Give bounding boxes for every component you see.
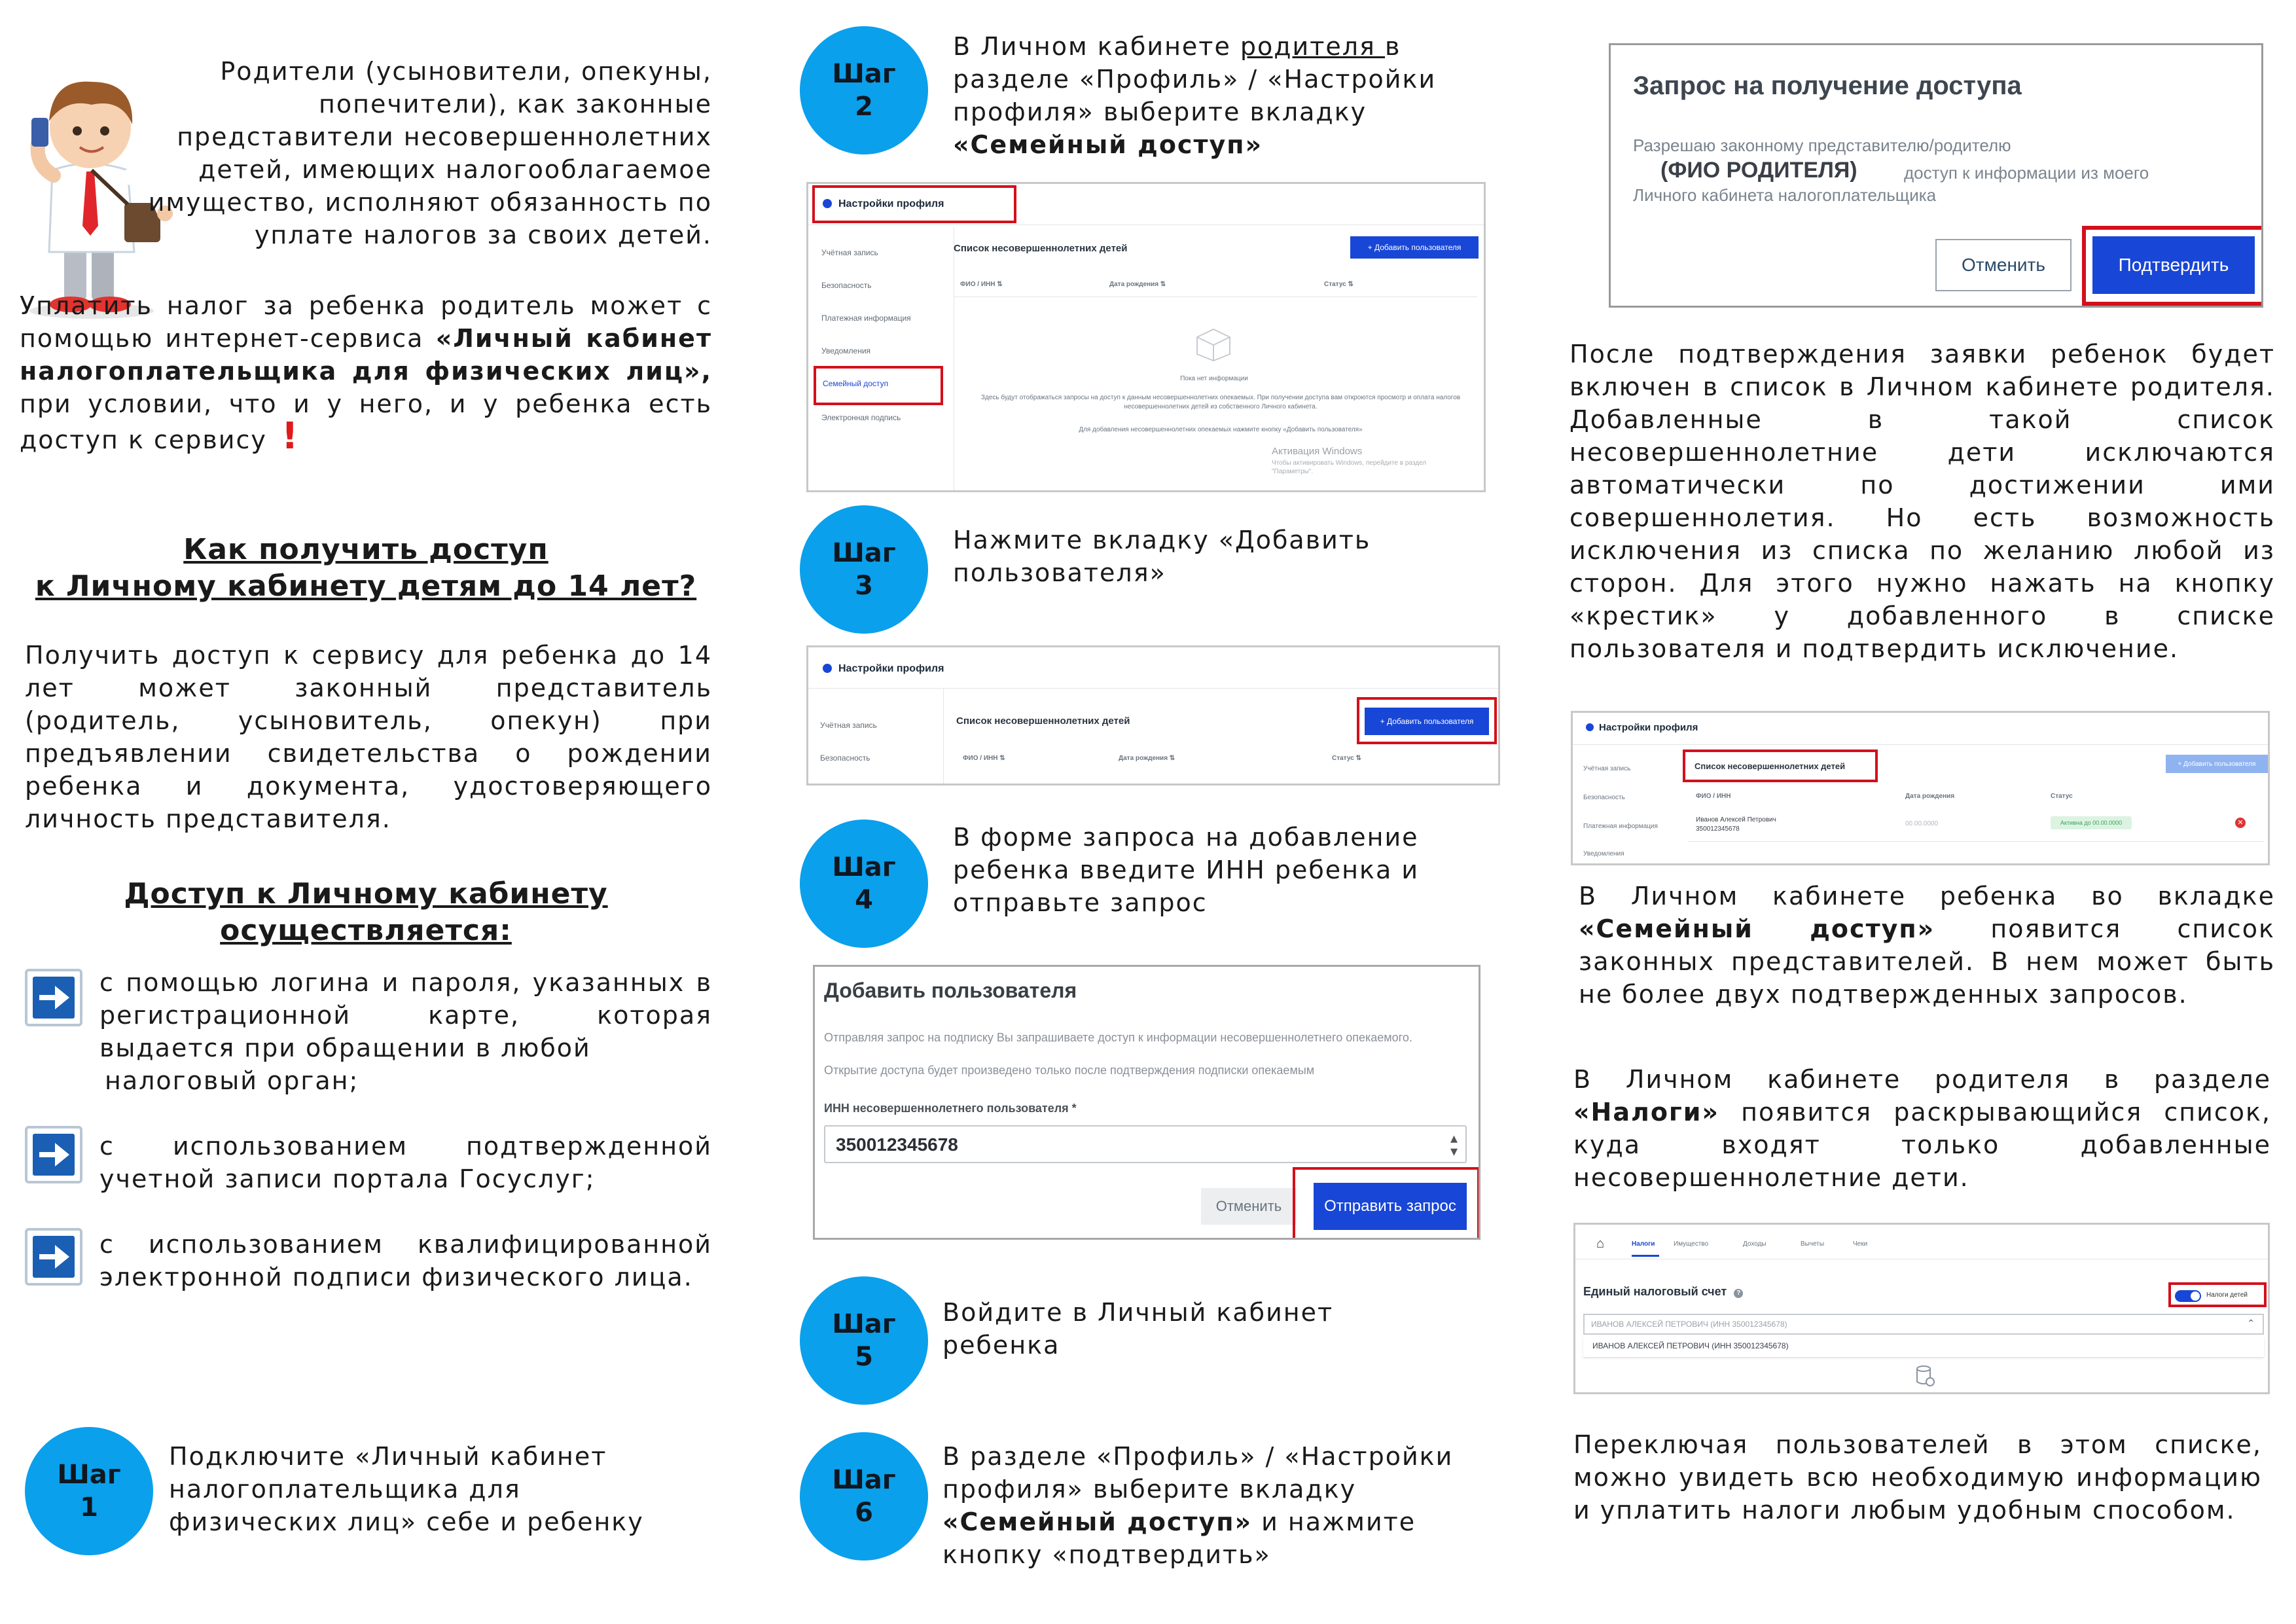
toggle-switch[interactable] — [2175, 1290, 2201, 1302]
highlight-title — [812, 185, 1016, 223]
menu-divider — [943, 688, 944, 785]
highlight-confirm — [2082, 226, 2263, 306]
after-confirm-paragraph: После подтверждения заявки ребенок будет включен в список в Личном кабинете родителя. Добавленные в такой список несовершеннолетние дети исключаются автоматически по достижении ими совершеннолетия. Но есть возможность исключения из списка по желанию любой из сторон. Для этого нужно нажать на кнопку «крестик» у добавленного в списке пользователя и подтвердить исключение. — [1570, 340, 2275, 663]
chevron-up-icon: ⌃ — [2247, 1318, 2255, 1328]
form-title: Добавить пользователя — [824, 979, 1077, 1002]
method-login-password: с помощью логина и пароля, указанных в регистрационной карте, которая выдается при обращении в любой — [99, 968, 712, 1062]
tab-taxes[interactable]: Налоги — [1632, 1240, 1655, 1248]
screenshot-add-user-button — [806, 645, 1500, 785]
tab-receipts[interactable]: Чеки — [1853, 1240, 1868, 1248]
screenshot-children-list — [1571, 711, 2270, 865]
child-cabinet-paragraph: В Личном кабинете ребенка во вкладке «Семейный доступ» появится список законных представителей. В нем может быть не более двух подтвержденных запросов. — [1579, 882, 2275, 1009]
method-digital-signature: с использованием квалифицированной электронной подписи физического лица. — [99, 1230, 712, 1291]
menu-item-notifications[interactable]: Уведомления — [1583, 850, 1624, 857]
screenshot-profile-settings — [806, 182, 1486, 492]
home-icon[interactable]: ⌂ — [1596, 1236, 1605, 1251]
highlight-list-title — [1683, 749, 1878, 782]
request-line-1: Разрешаю законному представителю/родителю — [1633, 135, 2011, 155]
menu-item-account[interactable]: Учётная запись — [820, 721, 877, 730]
menu-item-security[interactable]: Безопасность — [821, 281, 872, 290]
step-5-circle: Шаг 5 — [800, 1276, 928, 1405]
col-fio: ФИО / ИНН ⇅ — [960, 281, 1003, 288]
step-2-circle: Шаг 2 — [800, 26, 928, 154]
method-login-password-end: налоговый орган; — [105, 1066, 359, 1095]
menu-item-security[interactable]: Безопасность — [1583, 794, 1625, 801]
spinner-icon[interactable]: ▴ ▾ — [1450, 1130, 1458, 1159]
col-status: Статус ⇅ — [1324, 281, 1354, 288]
parent-taxes-paragraph: В Личном кабинете родителя в разделе «Налоги» появится раскрывающийся список, куда входят только добавленные несовершеннолетние дети. — [1573, 1065, 2271, 1192]
heading-login-methods: Доступ к Личному кабинету осуществляется: — [124, 877, 608, 947]
col-status: Статус — [2051, 793, 2073, 800]
pay-paragraph — [20, 289, 712, 456]
highlight-add-user — [1357, 697, 1497, 744]
screenshot-taxes-dropdown — [1573, 1223, 2270, 1394]
highlight-send — [1293, 1167, 1480, 1240]
cancel-button[interactable]: Отменить — [1201, 1188, 1297, 1225]
request-line-2: доступ к информации из моего — [1904, 163, 2149, 183]
inn-label: ИНН несовершеннолетнего пользователя * — [824, 1102, 1077, 1115]
menu-item-account[interactable]: Учётная запись — [821, 248, 878, 257]
col-fio: ФИО / ИНН ⇅ — [963, 755, 1005, 762]
confirm-button[interactable]: Подтвердить — [2092, 236, 2255, 294]
request-parent-fio: (ФИО РОДИТЕЛЯ) — [1660, 158, 1857, 183]
col-fio: ФИО / ИНН — [1696, 793, 1731, 800]
row-child-name: Иванов Алексей Петрович — [1696, 816, 1776, 823]
empty-box-icon — [1191, 323, 1236, 362]
request-title: Запрос на получение доступа — [1633, 71, 2022, 100]
step-5-text: Войдите в Личный кабинет ребенка — [942, 1298, 1334, 1360]
children-list-title: Список несовершеннолетних детей — [956, 715, 1130, 727]
screenshot-add-user-form — [813, 965, 1480, 1240]
col-birthdate: Дата рождения ⇅ — [1109, 281, 1166, 288]
step-4-text: В форме запроса на добавление ребенка введите ИНН ребенка и отправьте запрос — [953, 823, 1420, 917]
send-request-button[interactable]: Отправить запрос — [1314, 1183, 1467, 1230]
profile-menu — [816, 227, 954, 492]
pay-prefix: Уплатить налог за ребенка родитель может с помощью интернет-сервиса — [20, 291, 712, 353]
child-select[interactable] — [1583, 1314, 2264, 1335]
pay-service-name: «Личный кабинет налогоплательщика для физических лиц», — [20, 324, 712, 386]
menu-item-payment[interactable]: Платежная информация — [1583, 823, 1658, 830]
add-user-button[interactable]: + Добавить пользователя — [2166, 755, 2268, 773]
profile-title: Настройки профиля — [1586, 722, 1698, 733]
step-3-circle: Шаг 3 — [800, 505, 928, 634]
method-gosuslugi: с использованием подтвержденной учетной записи портала Госуслуг; — [99, 1132, 712, 1193]
menu-item-family-access[interactable]: Семейный доступ — [823, 379, 889, 388]
inn-input[interactable] — [824, 1125, 1467, 1163]
loading-db-icon — [1916, 1365, 1935, 1387]
form-text-2: Открытие доступа будет произведено только после подтверждения подписки опекаемым — [824, 1064, 1315, 1077]
empty-state-hint: Для добавления несовершеннолетних опекаемых нажмите кнопку «Добавить пользователя» — [1079, 426, 1363, 433]
row-child-status: Активна до 00.00.0000 — [2051, 816, 2132, 829]
children-list-title: Список несовершеннолетних детей — [954, 243, 1128, 254]
col-birthdate: Дата рождения ⇅ — [1119, 755, 1175, 762]
children-list-title: Список несовершеннолетних детей — [1695, 761, 1846, 771]
tab-income[interactable]: Доходы — [1743, 1240, 1767, 1248]
add-user-button[interactable]: + Добавить пользователя — [1350, 236, 1479, 259]
children-taxes-toggle[interactable] — [2168, 1282, 2267, 1307]
info-icon[interactable]: ? — [1734, 1289, 1743, 1298]
menu-item-security[interactable]: Безопасность — [820, 753, 870, 763]
child-select-option[interactable]: ИВАНОВ АЛЕКСЕЙ ПЕТРОВИЧ (ИНН 350012345678) — [1583, 1336, 2264, 1357]
active-tab-underline — [1632, 1255, 1659, 1257]
method-arrow-icon — [25, 1126, 82, 1183]
intro-paragraph: Родители (усыновители, опекуны, попечители), как законные представители несовершеннолетних детей, имеющих налогооблагаемое имущество, исполняют обязанность по уплате налогов за своих детей. — [148, 57, 712, 249]
exclamation-icon: ! — [281, 415, 300, 458]
highlight-family-access — [814, 366, 943, 405]
ens-title: Единый налоговый счет ? — [1583, 1285, 1743, 1299]
step-6-text: В разделе «Профиль» / «Настройки профиля» выберите вкладку «Семейный доступ» и нажмите кнопку «подтвердить» — [942, 1442, 1454, 1569]
step-6-circle: Шаг 6 — [800, 1432, 928, 1561]
back-arrow-icon[interactable] — [1586, 723, 1594, 731]
pay-suffix: при условии, что и у него, и у ребенка есть доступ к сервису — [20, 389, 712, 454]
request-line-3: Личного кабинета налогоплательщика — [1633, 185, 1937, 205]
cancel-button[interactable]: Отменить — [1935, 239, 2072, 291]
menu-item-account[interactable]: Учётная запись — [1583, 765, 1631, 772]
step-3-text: Нажмите вкладку «Добавить пользователя» — [953, 526, 1371, 587]
profile-title: Настройки профиля — [823, 198, 944, 210]
access-paragraph: Получить доступ к сервису для ребенка до 14 лет может законный представитель (родитель, усыновитель, опекун) при предъявлении свидетельства о рождении ребенка и документа, удостоверяющего личность представителя. — [25, 641, 712, 833]
form-text-1: Отправляя запрос на подписку Вы запрашиваете доступ к информации несовершеннолетнего опекаемого. — [824, 1031, 1412, 1044]
back-arrow-icon[interactable] — [823, 664, 832, 673]
remove-child-icon[interactable]: ✕ — [2235, 818, 2246, 828]
empty-state-note: Здесь будут отображаться запросы на доступ к данным несовершеннолетних опекаемых. При получении доступа вам откроются просмотр и оплата налогов несовершеннолетних детей из собственного Личного кабинета. — [980, 394, 1461, 410]
toggle-label: Налоги детей — [2206, 1291, 2248, 1299]
child-select-value: ИВАНОВ АЛЕКСЕЙ ПЕТРОВИЧ (ИНН 350012345678) — [1591, 1320, 1787, 1329]
tab-property[interactable]: Имущество — [1674, 1240, 1709, 1248]
col-status: Статус ⇅ — [1332, 755, 1361, 762]
step-1-text: Подключите «Личный кабинет налогоплательщика для физических лиц» себе и ребенку — [169, 1442, 644, 1536]
col-birthdate: Дата рождения — [1905, 793, 1955, 800]
row-child-birthdate: 00.00.0000 — [1905, 820, 1939, 827]
method-arrow-icon — [25, 969, 82, 1026]
windows-watermark-text: Чтобы активировать Windows, перейдите в раздел "Параметры". — [1272, 460, 1427, 475]
switching-paragraph: Переключая пользователей в этом списке, можно увидеть всю необходимую информацию и уплатить налоги любым удобным способом. — [1573, 1430, 2262, 1525]
empty-state-text: Пока нет информации — [1180, 375, 1248, 382]
screenshot-access-request — [1609, 43, 2263, 308]
step-4-circle: Шаг 4 — [800, 820, 928, 948]
inn-value: 350012345678 — [836, 1134, 958, 1155]
step-1-circle: Шаг 1 — [25, 1427, 153, 1555]
step-2-text: В Личном кабинете родителя в разделе «Профиль» / «Настройки профиля» выберите вкладку «Семейный доступ» — [953, 32, 1437, 159]
tab-deductions[interactable]: Вычеты — [1801, 1240, 1825, 1248]
menu-item-e-signature[interactable]: Электронная подпись — [821, 413, 901, 422]
profile-title: Настройки профиля — [823, 663, 944, 675]
row-child-inn: 350012345678 — [1696, 825, 1740, 833]
add-user-button[interactable]: + Добавить пользователя — [1365, 708, 1489, 735]
menu-item-payment[interactable]: Платежная информация — [821, 314, 911, 323]
menu-item-notifications[interactable]: Уведомления — [821, 346, 871, 355]
heading-how-to-get-access: Как получить доступ к Личному кабинету детям до 14 лет? — [35, 533, 697, 603]
windows-watermark-title: Активация Windows — [1272, 446, 1363, 457]
method-arrow-icon — [25, 1228, 82, 1286]
